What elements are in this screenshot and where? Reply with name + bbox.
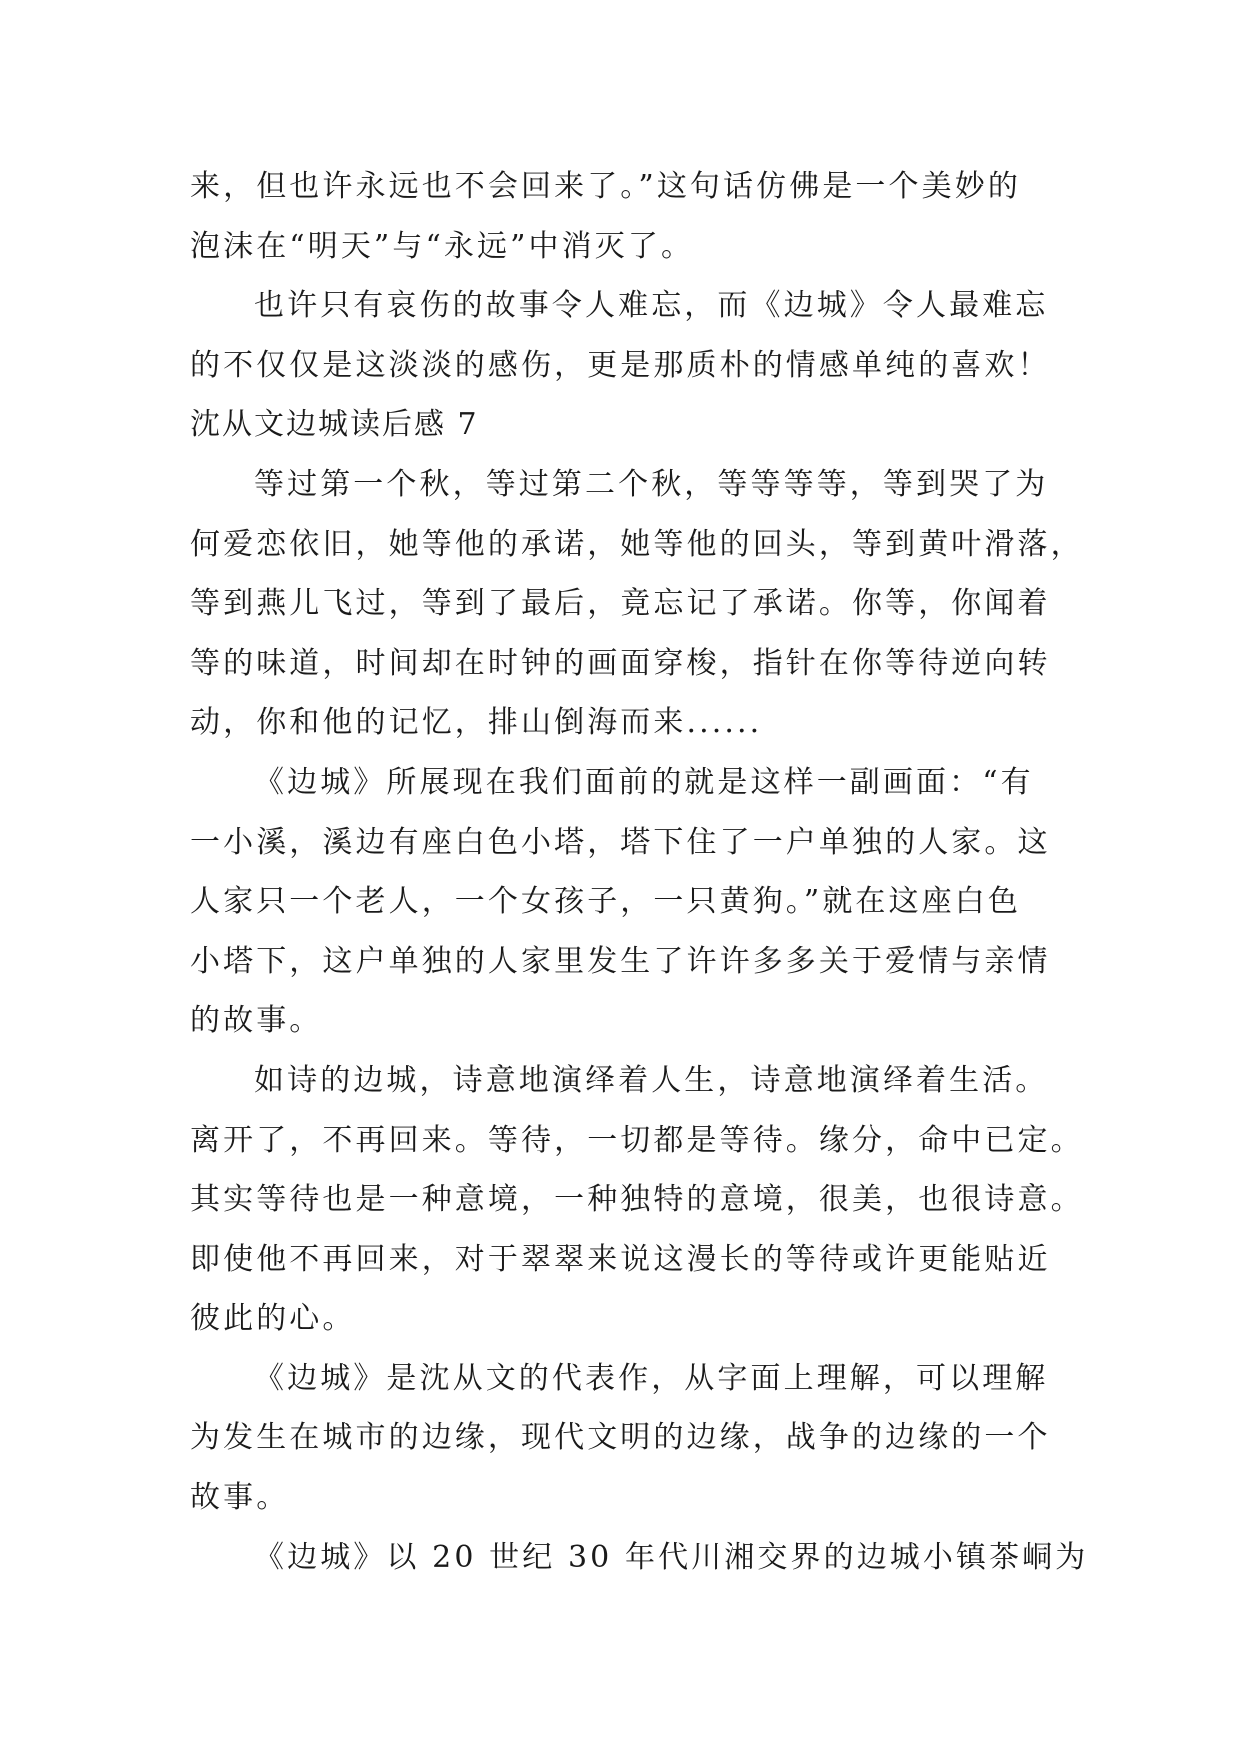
text-line: 来，但也许永远也不会回来了。”这句话仿佛是一个美妙的 [190, 169, 1021, 204]
text-line: 动，你和他的记忆，排山倒海而来...... [190, 705, 763, 741]
text-line: 等过第一个秋，等过第二个秋，等等等等，等到哭了为 [254, 466, 1049, 502]
text-line: 的不仅仅是这淡淡的感伤，更是那质朴的情感单纯的喜欢！ [190, 347, 1051, 383]
text-line: 等到燕儿飞过，等到了最后，竟忘记了承诺。你等，你闻着 [190, 586, 1051, 622]
text-line: 泡沫在“明天”与“永远”中消灭了。 [190, 228, 695, 264]
text-line: 的故事。 [190, 1003, 323, 1039]
text-line: 等的味道，时间却在时钟的画面穿梭，指针在你等待逆向转 [190, 645, 1051, 681]
text-line: 彼此的心。 [190, 1301, 356, 1337]
text-line: 故事。 [190, 1480, 290, 1516]
text-line: 也许只有哀伤的故事令人难忘，而《边城》令人最难忘 [254, 288, 1049, 324]
text-line: 如诗的边城，诗意地演绎着人生，诗意地演绎着生活。 [254, 1062, 1049, 1098]
text-line: 即使他不再回来，对于翠翠来说这漫长的等待或许更能贴近 [190, 1241, 1051, 1277]
text-line: 人家只一个老人，一个女孩子，一只黄狗。”就在这座白色 [190, 884, 1021, 920]
document-body [190, 157, 1089, 1587]
text-line: 《边城》是沈从文的代表作，从字面上理解，可以理解 [254, 1360, 1049, 1396]
section-title: 沈从文边城读后感 7 [190, 407, 479, 443]
text-line: 《边城》以 20 世纪 30 年代川湘交界的边城小镇茶峒为 [254, 1539, 1089, 1575]
text-line: 何爱恋依旧，她等他的承诺，她等他的回头，等到黄叶滑落， [190, 526, 1084, 562]
text-line: 离开了，不再回来。等待，一切都是等待。缘分，命中已定。 [190, 1122, 1084, 1158]
text-line: 为发生在城市的边缘，现代文明的边缘，战争的边缘的一个 [190, 1420, 1051, 1456]
text-line: 小塔下，这户单独的人家里发生了许许多多关于爱情与亲情 [190, 943, 1051, 979]
text-line: 其实等待也是一种意境，一种独特的意境，很美，也很诗意。 [190, 1182, 1084, 1218]
text-line: 一小溪，溪边有座白色小塔，塔下住了一户单独的人家。这 [190, 824, 1051, 860]
text-line: 《边城》所展现在我们面前的就是这样一副画面：“有 [254, 764, 1034, 800]
